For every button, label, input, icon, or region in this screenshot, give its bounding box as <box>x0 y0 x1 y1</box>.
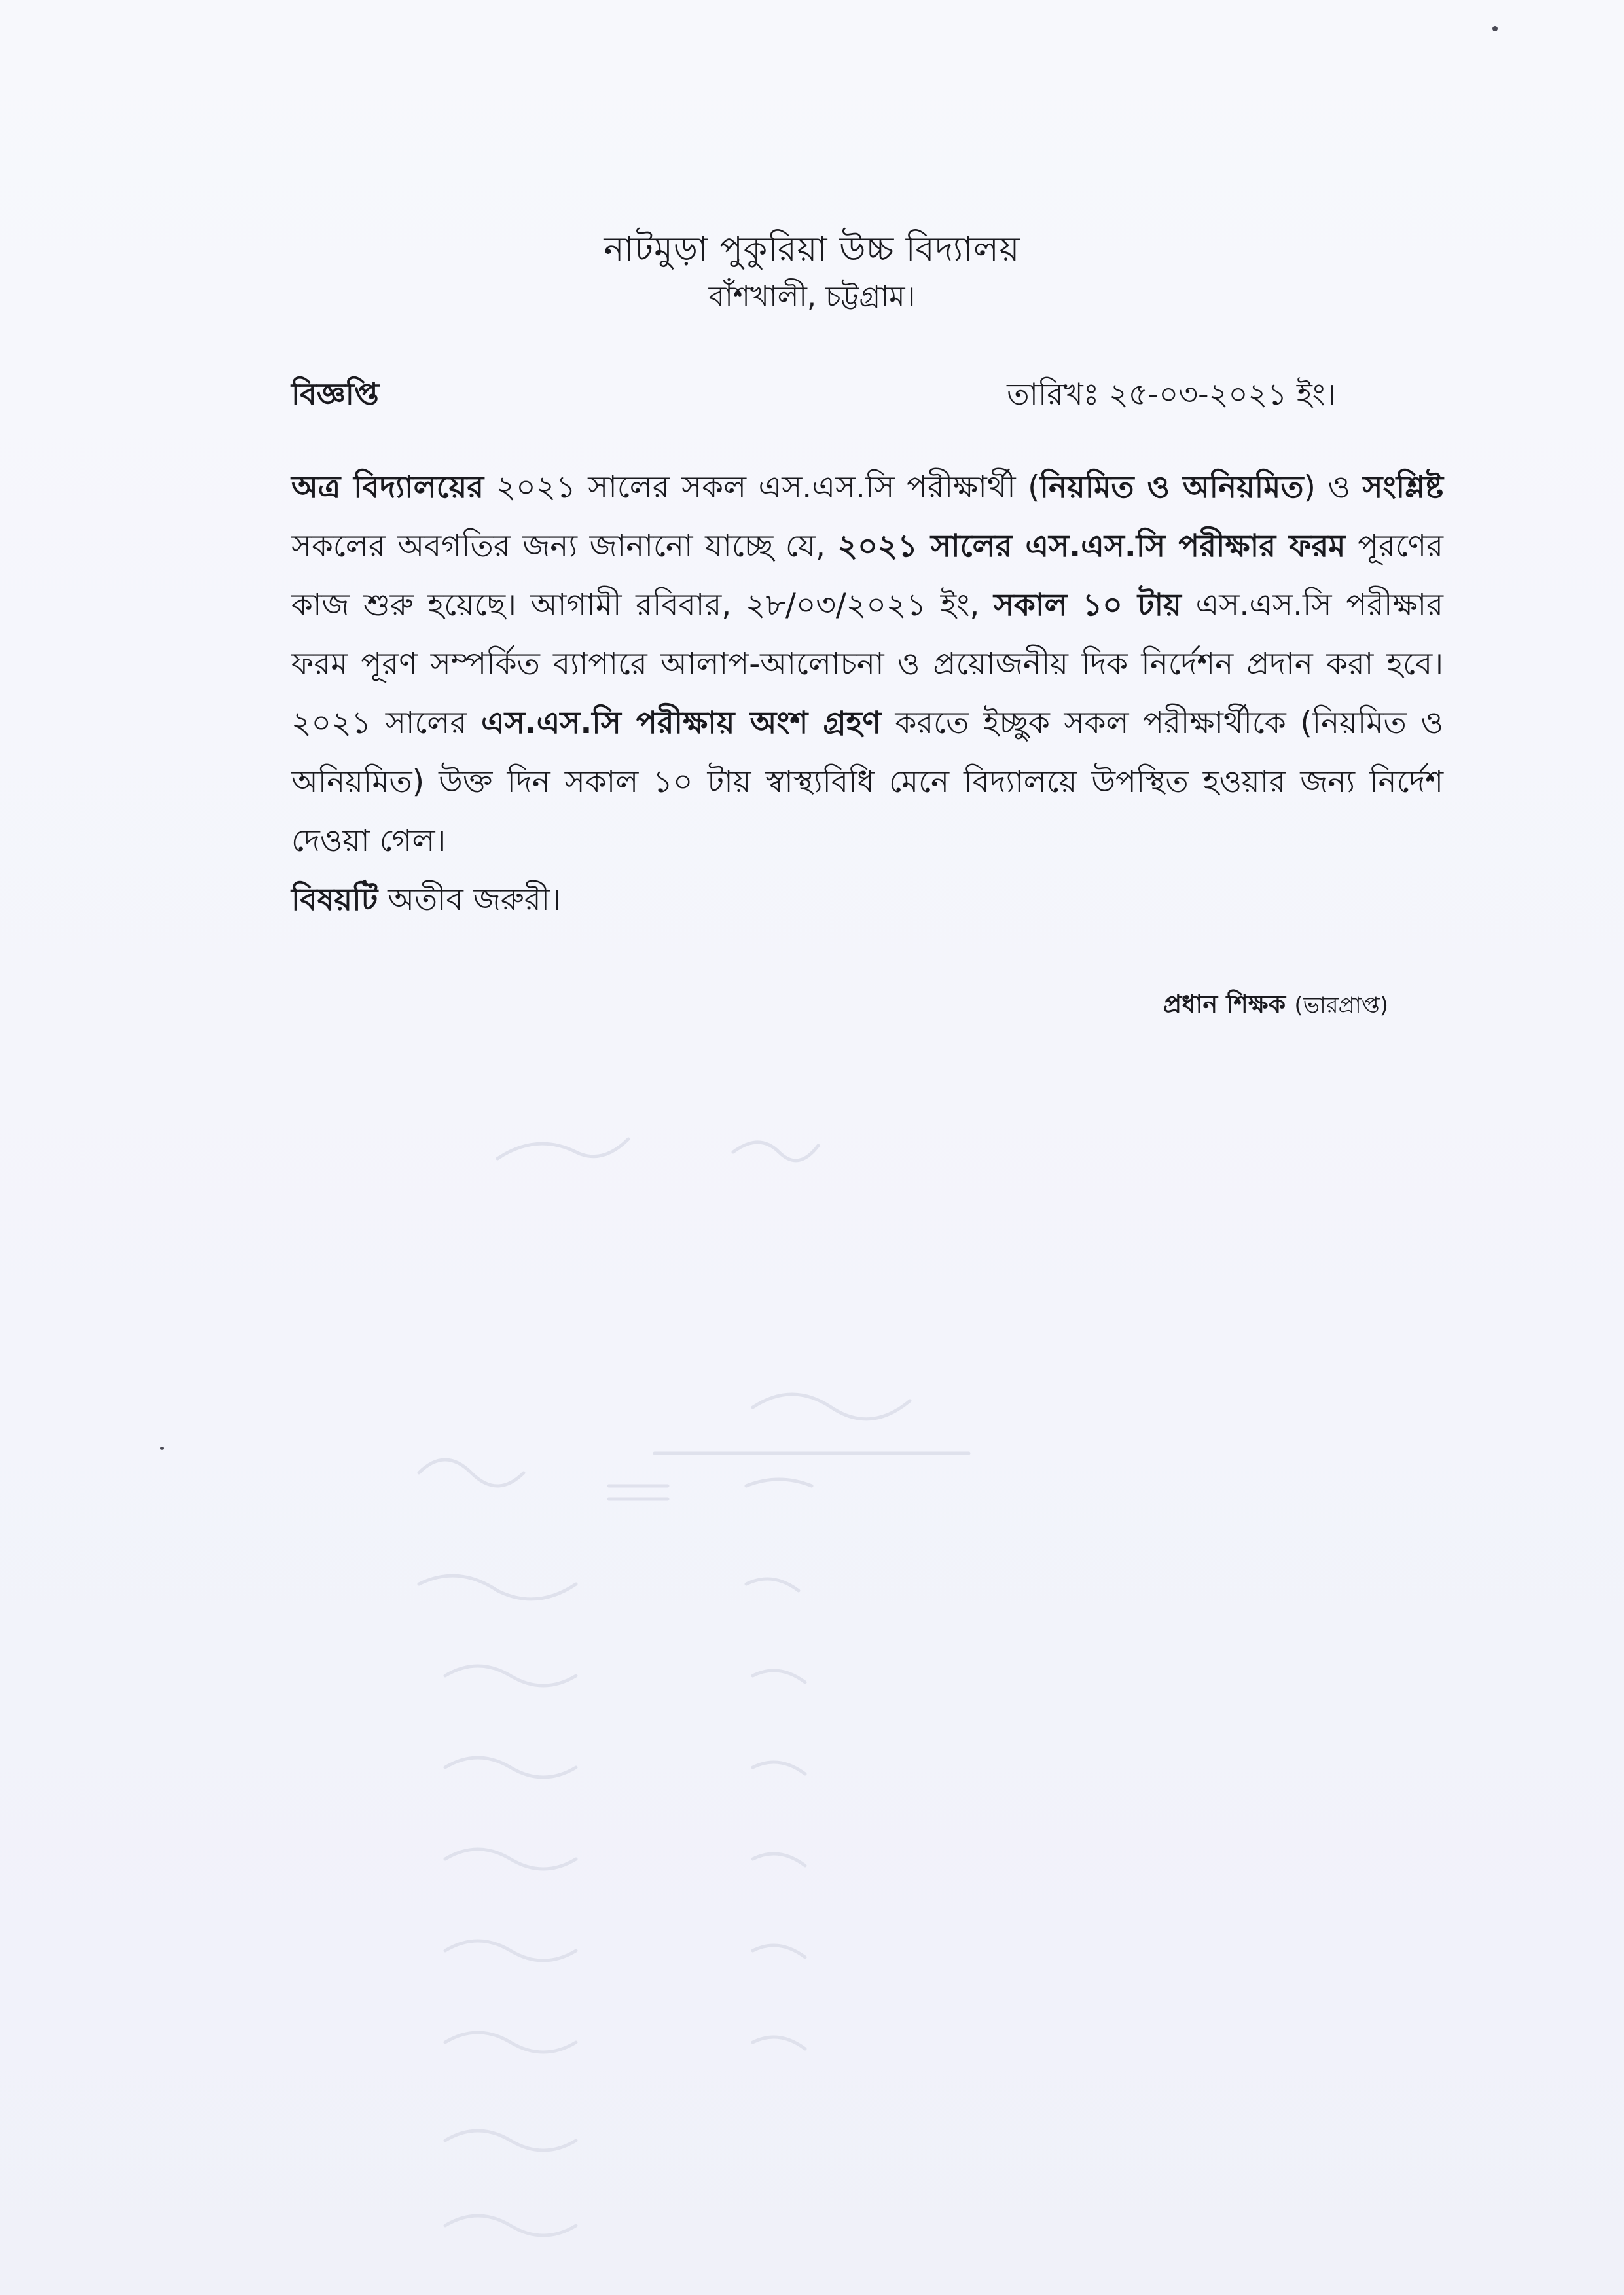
notice-label: বিজ্ঞপ্তি <box>291 376 379 412</box>
notice-body <box>291 458 1443 930</box>
body-seg7: ২০২১ সালের এস.এস.সি পরীক্ষার ফরম <box>837 528 1346 564</box>
scan-speck <box>1492 26 1498 31</box>
body-seg12: করতে ইচ্ছুক সকল পরীক্ষার্থীকে (নিয়মিত ও অনিয়মিত) উক্ত দিন সকাল ১০ টায় স্বাস্থ্যবিধি মেনে বিদ্যালয়ে উপস্থিত হওয়ার জন্য নির্দেশ দেওয়া গেল। <box>291 705 1443 859</box>
signature-note: (ভারপ্রাপ্ত) <box>1294 992 1388 1019</box>
body-seg10: এস.এস.সি পরীক্ষার ফরম পূরণ সম্পর্কিত ব্যাপারে আলাপ-আলোচনা ও প্রয়োজনীয় দিক নির্দেশন প্রদান করা হবে। ২০২১ সালের <box>291 587 1444 741</box>
body-seg4: ) ও <box>1303 469 1363 505</box>
school-address: বাঁশখালী, চট্টগ্রাম। <box>708 280 916 314</box>
body-seg1: অত্র বিদ্যালয়ের <box>291 469 484 505</box>
body-seg2: ২০২১ সালের সকল এস.এস.সি পরীক্ষার্থী ( <box>484 469 1040 505</box>
scan-speck <box>160 1447 164 1450</box>
body-seg3: নিয়মিত ও অনিয়মিত <box>1039 469 1304 505</box>
notice-date: তারিখঃ ২৫-০৩-২০২১ ইং। <box>1007 376 1336 412</box>
body-seg5: সংশ্লিষ্ট <box>1362 469 1444 505</box>
body-seg11: এস.এস.সি পরীক্ষায় অংশ গ্রহণ <box>480 705 881 741</box>
body-seg6: সকলের অবগতির জন্য জানানো যাচ্ছে যে, <box>291 528 838 564</box>
body-seg9: সকাল ১০ টায় <box>994 587 1182 623</box>
signature-block <box>1163 985 1388 1027</box>
body-seg13: বিষয়টি <box>291 882 378 918</box>
body-seg14: অতীব জরুরী। <box>378 882 561 918</box>
school-name: নাটমুড়া পুকুরিয়া উচ্চ বিদ্যালয় <box>604 230 1020 269</box>
signature-title: প্রধান শিক্ষক <box>1163 990 1286 1019</box>
body-seg8: পূরণের কাজ শুরু হয়েছে। আগামী রবিবার, ২৮/০৩/২০২১ ইং, <box>291 528 1444 623</box>
